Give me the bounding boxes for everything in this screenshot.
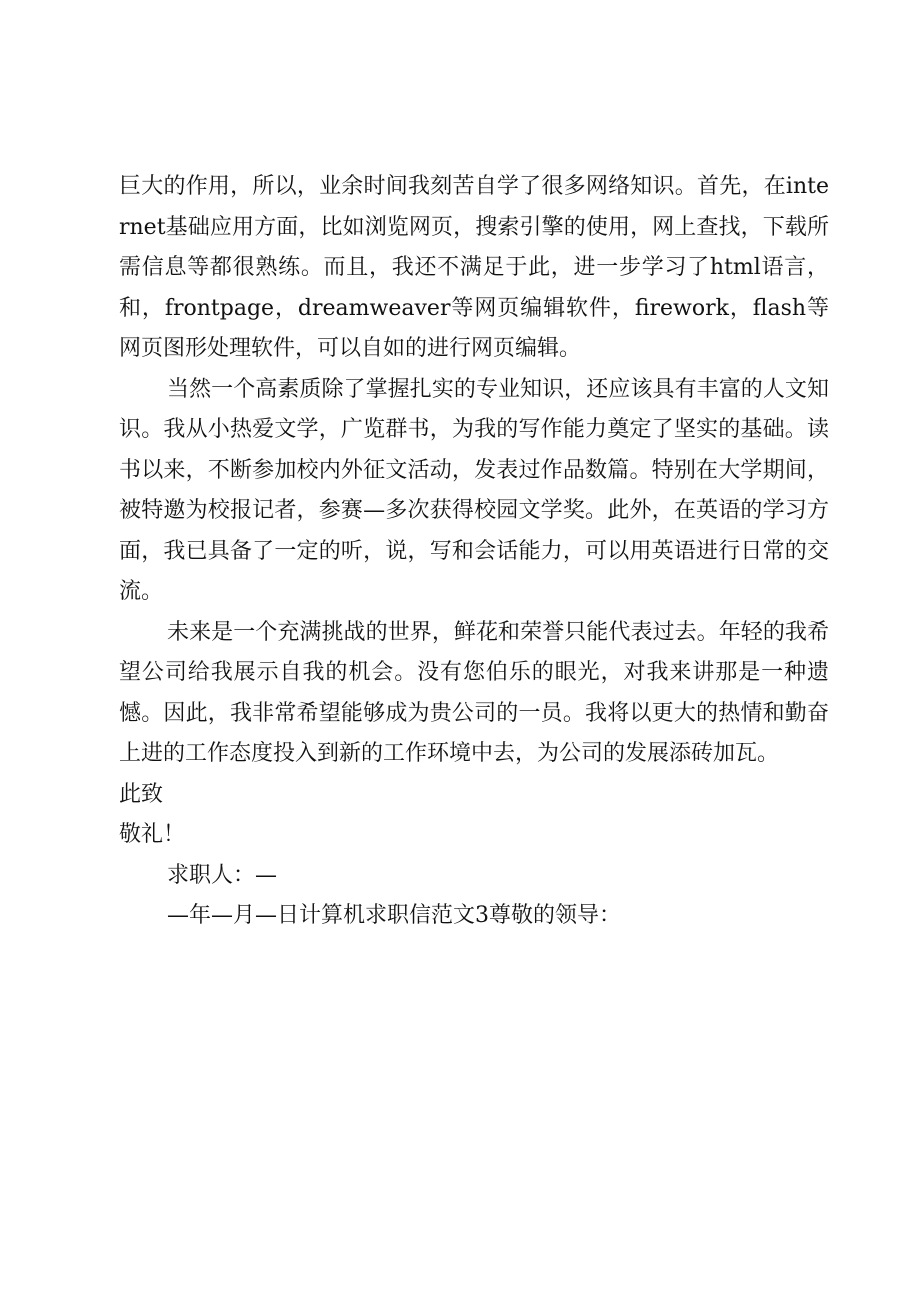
paragraph-network-skills: 巨大的作用，所以，业余时间我刻苦自学了很多网络知识。首先，在internet基础应用方面，比如浏览网页，搜索引擎的使用，网上查找，下载所需信息等都很熟练。而且，我还不满足于此，进一步学习了html语言，和，frontpage，dreamweaver等网页编辑软件，firework，flash等网页图形处理软件，可以自如的进行网页编辑。	[119, 174, 829, 361]
date-line: —年—月—日计算机求职信范文3尊敬的领导：	[167, 903, 621, 928]
paragraph-future: 未来是一个充满挑战的世界，鲜花和荣誉只能代表过去。年轻的我希望公司给我展示自我的机会。没有您伯乐的眼光，对我来讲那是一种遗憾。因此，我非常希望能够成为贵公司的一员。我将以更大的热情和勤奋上进的工作态度投入到新的工作环境中去，为公司的发展添砖加瓦。	[119, 619, 829, 766]
letter-body	[119, 167, 829, 937]
paragraph-humanities: 当然一个高素质除了掌握扎实的专业知识，还应该具有丰富的人文知识。我从小热爱文学，广览群书，为我的写作能力奠定了坚实的基础。读书以来，不断参加校内外征文活动，发表过作品数篇。特别在大学期间，被特邀为校报记者，参赛—多次获得校园文学奖。此外，在英语的学习方面，我已具备了一定的听，说，写和会话能力，可以用英语进行日常的交流。	[119, 376, 829, 604]
closing-salutation-1: 此致	[119, 781, 164, 807]
signature-line: 求职人：—	[167, 862, 278, 888]
closing-salutation-2: 敬礼！	[119, 822, 186, 847]
